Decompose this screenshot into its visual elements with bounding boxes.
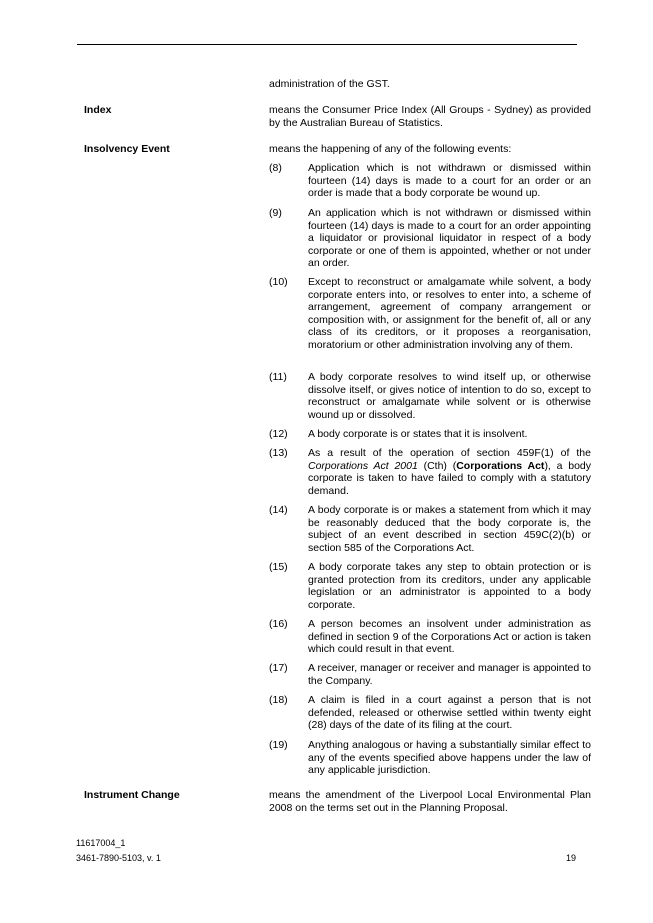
item-number: (9) (269, 207, 282, 219)
item-number: (18) (269, 694, 288, 706)
definition-insolvency-event: means the happening of any of the following events: (269, 143, 512, 155)
item-text: A claim is filed in a court against a person that is not defended, released or otherwise settled within twenty eight (28) days of the date of its filing at the court. (308, 694, 591, 732)
item-number: (16) (269, 618, 288, 630)
item-number: (17) (269, 662, 288, 674)
header-rule (77, 44, 577, 45)
item-number: (10) (269, 276, 288, 288)
item-text: Application which is not withdrawn or dismissed within fourteen (14) days is made to a court for an order or an order is made that a body corporate be wound up. (308, 162, 591, 200)
item-text: A body corporate is or states that it is insolvent. (308, 428, 528, 440)
page-number: 19 (566, 853, 577, 863)
item-number: (13) (269, 447, 288, 459)
item-text: An application which is not withdrawn or dismissed within fourteen (14) days is made to a court for an order appointing a liquidator or provisional liquidator in respect of a body corporate or one of them is appointed, whether or not under an order. (308, 207, 591, 270)
item-text: A body corporate is or makes a statement from which it may be reasonably deduced that the body corporate is, the subject of an event described in section 459C(2)(b) or section 585 of the Corporations Act. (308, 504, 591, 554)
definition-instrument-change: means the amendment of the Liverpool Local Environmental Plan 2008 on the terms set out in the Planning Proposal. (269, 789, 591, 814)
footer-doc-id: 11617004_1 (76, 838, 126, 848)
footer-reference: 3461-7890-5103, v. 1 (76, 853, 161, 863)
item-number: (19) (269, 739, 288, 751)
item-text: Anything analogous or having a substantially similar effect to any of the events specified above happens under the law of any applicable jurisdiction. (308, 739, 591, 777)
continuation-text: administration of the GST. (269, 78, 390, 90)
act-title: Corporations Act 2001 (308, 459, 418, 472)
item-text: As a result of the operation of section 459F(1) of the Corporations Act 2001 (Cth) (Corporations Act), a body corporate is taken to have failed to comply with a statutory demand. (308, 447, 592, 497)
item-number: (12) (269, 428, 288, 440)
item-number: (8) (269, 162, 282, 174)
item-text: A person becomes an insolvent under administration as defined in section 9 of the Corporations Act or action is taken which could result in that event. (308, 618, 591, 656)
term-insolvency-event: Insolvency Event (84, 143, 170, 155)
item-text: A receiver, manager or receiver and manager is appointed to the Company. (308, 662, 591, 687)
item-number: (15) (269, 561, 288, 573)
item-text: A body corporate resolves to wind itself up, or otherwise dissolve itself, or gives notice of intention to do so, except to reconstruct or amalgamate while solvent or is otherwise wound up or dissolved. (308, 371, 591, 421)
term-instrument-change: Instrument Change (84, 789, 180, 801)
item-text: Except to reconstruct or amalgamate while solvent, a body corporate enters into, or resolves to enter into, a scheme of arrangement, agreement of company arrangement or composition with, or assignment for the benefit of, all or any class of its creditors, or it proposes a reorganisation, moratorium or other administration involving any of them. (308, 276, 591, 351)
item-number: (14) (269, 504, 288, 516)
defined-term: Corporations Act (456, 459, 545, 472)
item-text: A body corporate takes any step to obtain protection or is granted protection from its creditors, under any applicable legislation or an administrator is appointed to a body corporate. (308, 561, 591, 611)
item-number: (11) (269, 371, 287, 383)
definition-index: means the Consumer Price Index (All Groups - Sydney) as provided by the Australian Bureau of Statistics. (269, 104, 591, 129)
term-index: Index (84, 104, 112, 116)
